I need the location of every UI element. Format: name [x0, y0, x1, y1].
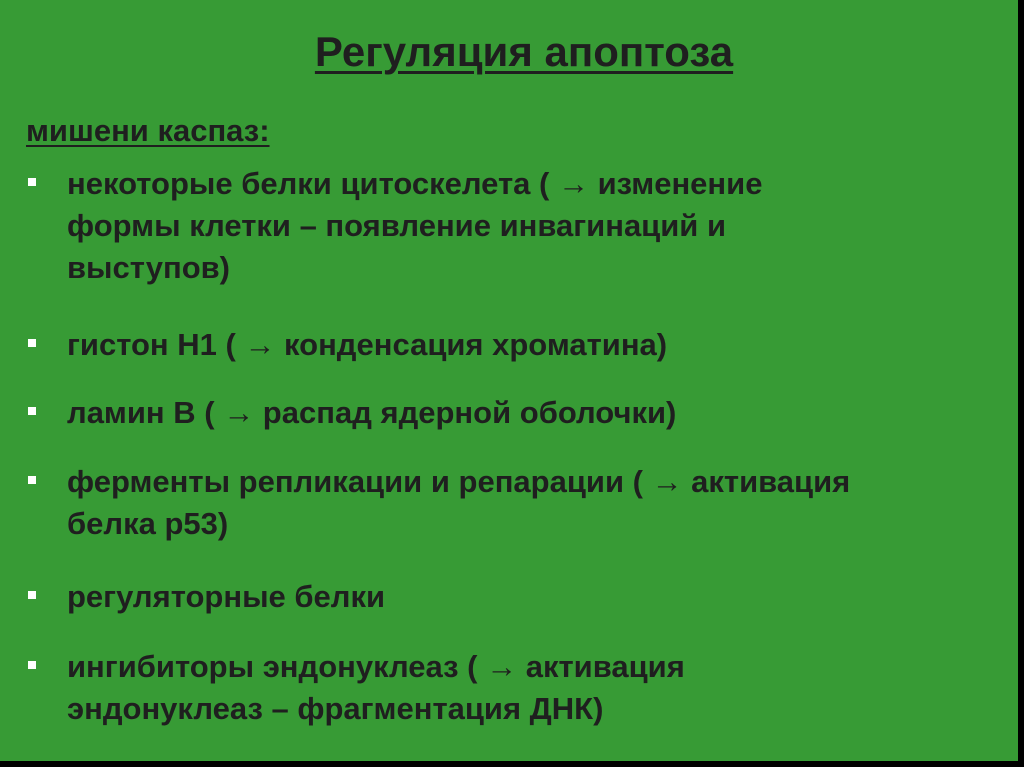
bullet-text	[67, 163, 1012, 289]
bullet-text	[67, 461, 1012, 545]
square-bullet-icon	[28, 178, 36, 186]
bullet-line: регуляторные белки	[67, 579, 386, 614]
bullet-line: некоторые белки цитоскелета ( → изменение	[67, 166, 763, 201]
bullet-text	[67, 646, 1012, 730]
square-bullet-icon	[28, 339, 36, 347]
square-bullet-icon	[28, 476, 36, 484]
bullet-line: выступов)	[67, 250, 231, 285]
square-bullet-icon	[28, 407, 36, 415]
bullet-text	[67, 324, 1012, 366]
bullet-line: ингибиторы эндонуклеаз ( → активация	[67, 649, 685, 684]
slide-title: Регуляция апоптоза	[314, 28, 734, 75]
bullet-line: эндонуклеаз – фрагментация ДНК)	[67, 691, 604, 726]
bullet-line: ферменты репликации и репарации ( → активация	[67, 464, 851, 499]
bullet-line: формы клетки – появление инвагинаций и	[67, 208, 727, 243]
section-heading: мишени каспаз:	[26, 113, 270, 148]
bullet-line: гистон Н1 ( → конденсация хроматина)	[67, 327, 668, 362]
square-bullet-icon	[28, 661, 36, 669]
bullet-text	[67, 392, 1012, 434]
bullet-line: белка р53)	[67, 506, 229, 541]
bullet-text	[67, 576, 1012, 618]
bullet-line: ламин В ( → распад ядерной оболочки)	[67, 395, 677, 430]
square-bullet-icon	[28, 591, 36, 599]
